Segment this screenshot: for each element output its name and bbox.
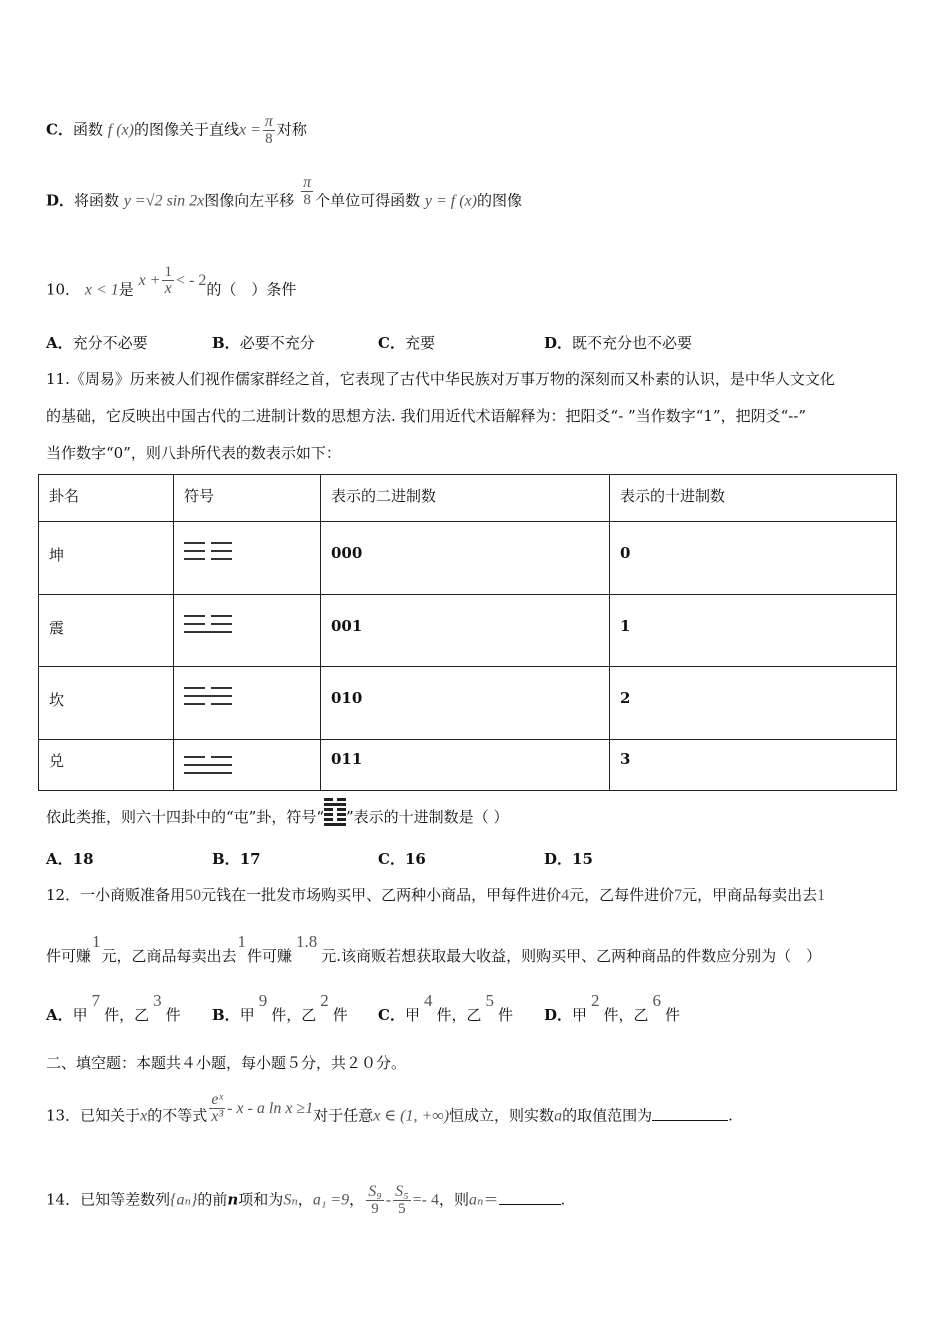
table-row — [39, 522, 897, 595]
option-label: A． — [46, 334, 73, 352]
text: 元，乙每件进价 — [569, 886, 675, 904]
option-text: 15 — [572, 850, 593, 868]
kan-symbol-icon — [184, 681, 232, 711]
math-domain: x ∈ (1, +∞) — [373, 1107, 450, 1125]
value: 6 — [652, 991, 662, 1010]
q11-options — [46, 848, 593, 870]
option-label: C． — [378, 850, 405, 868]
text: 件，乙 — [436, 1006, 482, 1024]
table-row — [39, 740, 897, 791]
question-13 — [46, 1091, 733, 1133]
section-heading: 二、填空题：本题共４小题，每小题５分，共２０分。 — [46, 1054, 407, 1072]
value: 3 — [153, 991, 162, 1010]
text: ，则 — [439, 1190, 470, 1209]
option-label: D． — [46, 191, 75, 210]
dui-symbol-icon — [184, 750, 232, 780]
math-expr: - x - a ln x ≥1 — [227, 1099, 314, 1117]
question-10 — [46, 264, 297, 307]
table-row — [39, 595, 897, 667]
numerator: eˣ — [211, 1091, 223, 1108]
value: 7 — [91, 991, 101, 1010]
option-b[interactable] — [212, 848, 378, 870]
value: 50 — [185, 887, 202, 904]
kun-symbol-icon — [184, 536, 232, 566]
value: 1.8 — [296, 932, 318, 951]
decimal-cell: 3 — [610, 740, 897, 791]
denominator: 8 — [265, 131, 273, 147]
text: 的图像 — [476, 191, 522, 210]
option-text: 既不充分也不必要 — [572, 334, 693, 352]
option-label: D． — [544, 1006, 573, 1024]
q12-options — [46, 991, 681, 1026]
fraction-pi-8 — [301, 175, 313, 208]
decimal-cell: 1 — [610, 595, 897, 667]
text: 件，乙 — [603, 1006, 649, 1024]
option-text: 充要 — [404, 334, 435, 352]
text: 件，乙 — [104, 1006, 150, 1024]
math-op: - — [385, 1191, 392, 1209]
text: 甲 — [572, 1006, 588, 1024]
option-text: 17 — [239, 850, 261, 868]
header-cell: 表示的二进制数 — [321, 475, 610, 522]
option-c[interactable] — [378, 332, 544, 354]
math-var: a — [554, 1107, 563, 1125]
decimal-cell: 2 — [610, 667, 897, 740]
binary-cell: 010 — [321, 667, 610, 740]
option-c[interactable] — [378, 848, 544, 870]
option-label: B． — [212, 1006, 240, 1024]
option-d[interactable] — [544, 848, 593, 870]
option-d[interactable] — [544, 991, 681, 1026]
q11-line-2: 的基础，它反映出中国古代的二进制计数的思想方法. 我们用近代术语解释为：把阳爻“- ”当作数字“1”，把阴爻“--” — [46, 407, 807, 425]
denominator: x³ — [211, 1108, 224, 1125]
text: 恒成立，则实数 — [449, 1106, 555, 1125]
option-a[interactable] — [46, 332, 212, 354]
binary-cell: 011 — [321, 740, 610, 791]
q11-question — [46, 802, 508, 834]
math-func: y =√2 sin 2x — [123, 192, 205, 210]
option-label: A． — [46, 850, 73, 868]
text: 个单位可得函数 — [315, 191, 421, 210]
numerator: S₅ — [395, 1183, 409, 1200]
q10-options — [46, 332, 692, 354]
answer-blank[interactable] — [652, 1120, 728, 1121]
option-a[interactable] — [46, 991, 212, 1026]
text: ， — [349, 1190, 365, 1209]
option-a[interactable] — [46, 848, 212, 870]
option-text: 必要不充分 — [239, 334, 315, 352]
text: 甲 — [72, 1006, 88, 1024]
math-expr: x + — [138, 271, 161, 289]
gua-name: 震 — [39, 595, 174, 667]
text: 将函数 — [74, 191, 120, 210]
q12-line-2 — [46, 932, 822, 967]
q12-line-1 — [46, 884, 825, 907]
option-label: B． — [212, 334, 240, 352]
text: 图像向左平移 — [204, 191, 295, 210]
denominator: x — [164, 280, 172, 297]
table-header-row — [39, 475, 897, 522]
text: 甲 — [239, 1006, 255, 1024]
header-cell: 表示的十进制数 — [610, 475, 897, 522]
option-label: C． — [46, 120, 73, 139]
text: ， — [297, 1190, 313, 1209]
text: 甲 — [404, 1006, 420, 1024]
question-number: 10． — [46, 280, 81, 299]
math-func2: y = f (x) — [424, 192, 477, 210]
gua-symbol — [174, 740, 321, 791]
decimal-cell: 0 — [610, 522, 897, 595]
fraction-1-x — [162, 264, 174, 297]
text: 14．已知等差数列 — [46, 1190, 171, 1209]
option-b[interactable] — [212, 991, 378, 1026]
numerator: π — [303, 174, 312, 191]
denominator: 8 — [303, 192, 311, 208]
text: 件，乙 — [271, 1006, 317, 1024]
q11-line-1: 11.《周易》历来被人们视作儒家群经之首，它表现了古代中华民族对万事万物的深刻而又朴素的认识，是中华人文文化 — [46, 370, 835, 388]
binary-cell: 001 — [321, 595, 610, 667]
numerator: 1 — [164, 264, 172, 280]
option-label: C． — [378, 1006, 405, 1024]
text: 的图像关于直线 — [133, 120, 239, 139]
value: 2 — [591, 991, 600, 1010]
text: 13．已知关于 — [46, 1106, 141, 1125]
header-cell: 卦名 — [39, 475, 174, 522]
value: 9 — [258, 991, 268, 1010]
numerator: S₉ — [368, 1183, 382, 1200]
option-label: A． — [46, 1006, 73, 1024]
gua-symbol — [174, 595, 321, 667]
text: 元.该商贩若想获取最大收益，则购买甲、乙两种商品的件数应分别为（ ） — [321, 947, 822, 965]
q9-option-c — [46, 114, 307, 147]
option-c[interactable] — [378, 991, 544, 1026]
q9-option-d — [46, 174, 522, 218]
value: 1 — [92, 932, 101, 951]
text: . — [728, 1106, 733, 1125]
text: 件 — [332, 1006, 348, 1024]
text: 对称 — [276, 120, 307, 139]
text: 12．一小商贩准备用 — [46, 886, 186, 904]
value: 4 — [561, 887, 570, 904]
text: 件可赚 — [247, 947, 293, 965]
gua-symbol — [174, 667, 321, 740]
option-label: D． — [544, 850, 573, 868]
fraction-ex-x3 — [209, 1092, 225, 1125]
numerator: π — [264, 113, 273, 130]
math-var: Sₙ — [283, 1191, 298, 1209]
value: 1 — [237, 932, 247, 951]
text: 件 — [165, 1006, 181, 1024]
zhen-symbol-icon — [184, 609, 232, 639]
table-row — [39, 667, 897, 740]
option-d[interactable] — [544, 332, 692, 354]
math-var: x — [140, 1107, 148, 1125]
gua-name: 坎 — [39, 667, 174, 740]
option-text: 充分不必要 — [72, 334, 148, 352]
text: 依此类推，则六十四卦中的“屯”卦，符号“ — [46, 808, 325, 826]
header-cell: 符号 — [174, 475, 321, 522]
value: 7 — [674, 887, 683, 904]
text: . — [560, 1190, 566, 1209]
math-var: aₙ — [469, 1191, 484, 1209]
text: 项和为 — [238, 1190, 284, 1209]
option-label: B． — [212, 850, 240, 868]
denominator: 5 — [398, 1201, 406, 1217]
value: 1 — [817, 887, 826, 904]
math-eq: x = — [238, 121, 261, 139]
text: ＝ — [483, 1190, 499, 1209]
text: 件可赚 — [46, 947, 92, 965]
math-seq: {aₙ} — [170, 1191, 198, 1209]
math-cond: x < 1 — [84, 281, 119, 299]
text: 函数 — [72, 120, 103, 139]
value: 4 — [423, 991, 433, 1010]
gua-name: 坤 — [39, 522, 174, 595]
text: 对于任意 — [313, 1106, 374, 1125]
math-f: f (x) — [107, 121, 134, 139]
math-var: n — [227, 1190, 239, 1209]
option-text: 18 — [72, 850, 94, 868]
binary-cell: 000 — [321, 522, 610, 595]
text: 件 — [665, 1006, 681, 1024]
text: 的不等式 — [147, 1106, 208, 1125]
question-14 — [46, 1184, 565, 1217]
option-label: C． — [378, 334, 405, 352]
text: 的前 — [197, 1190, 228, 1209]
text: 是 — [118, 280, 134, 299]
option-b[interactable] — [212, 332, 378, 354]
gua-name: 兑 — [39, 740, 174, 791]
gua-symbol — [174, 522, 321, 595]
fraction-pi-8 — [263, 114, 275, 147]
text: 的取值范围为 — [562, 1106, 653, 1125]
text: 的（ ）条件 — [206, 280, 297, 299]
text: 元钱在一批发市场购买甲、乙两种小商品，甲每件进价 — [201, 886, 562, 904]
math-expr: < - 2 — [175, 271, 207, 289]
zhun-symbol-icon — [324, 796, 346, 828]
value: 2 — [320, 991, 329, 1010]
option-label: D． — [544, 334, 573, 352]
answer-blank[interactable] — [499, 1204, 561, 1205]
denominator: 9 — [371, 1201, 379, 1217]
text: ”表示的十进制数是（ ） — [346, 808, 509, 826]
fraction-s5-5 — [393, 1184, 411, 1217]
q11-line-3: 当作数字“0”，则八卦所代表的数表示如下： — [46, 444, 341, 462]
math-expr: =- 4 — [412, 1191, 439, 1209]
math-expr: a₁ =9 — [312, 1191, 350, 1209]
text: 元，甲商品每卖出去 — [682, 886, 818, 904]
fraction-s9-9 — [366, 1184, 384, 1217]
bagua-table — [38, 474, 897, 791]
text: 件 — [497, 1006, 513, 1024]
option-text: 16 — [404, 850, 426, 868]
text: 元，乙商品每卖出去 — [101, 947, 237, 965]
value: 5 — [485, 991, 494, 1010]
